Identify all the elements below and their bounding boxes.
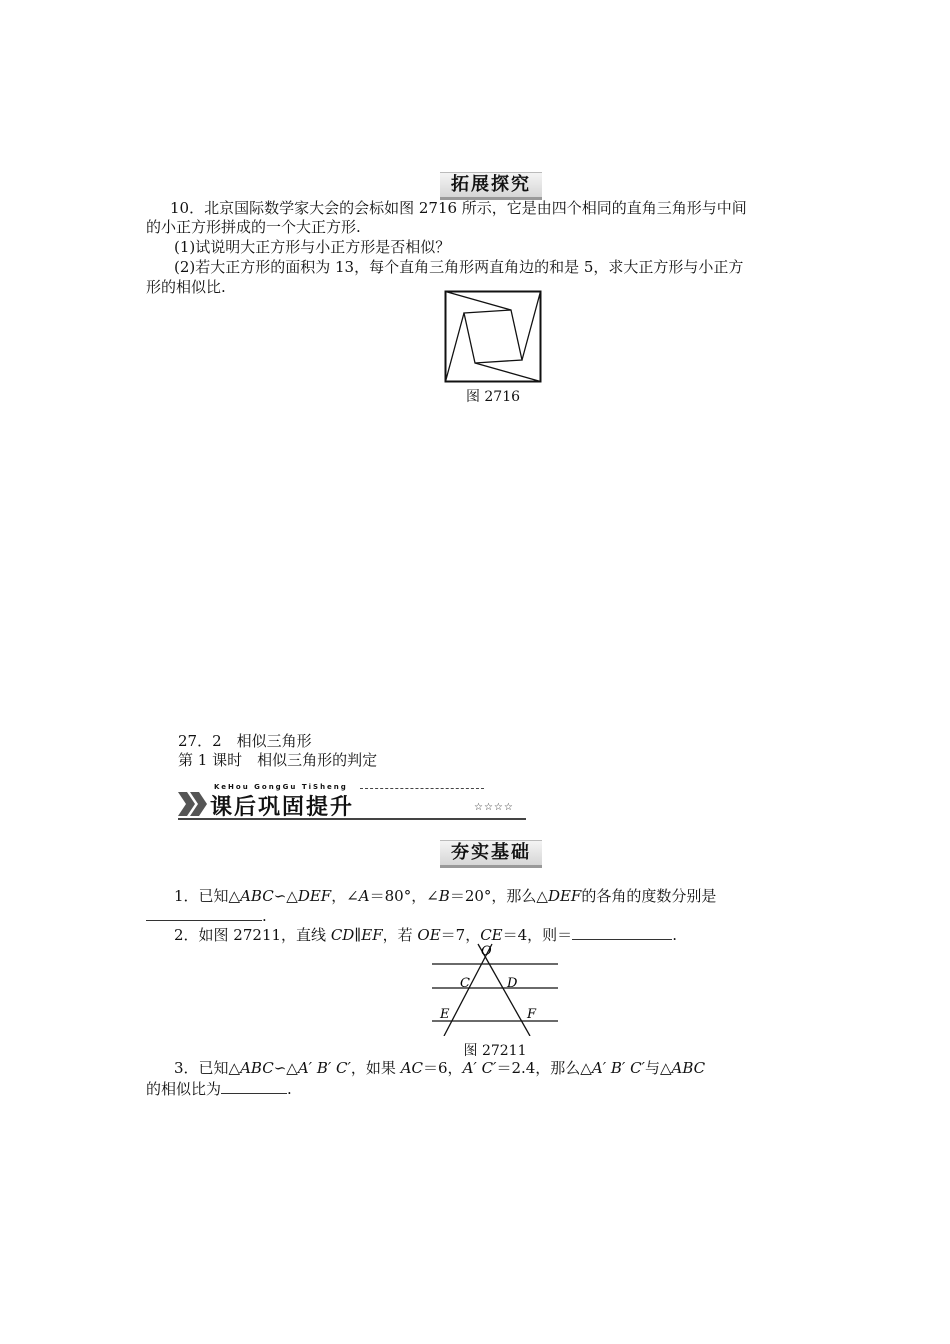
q1-mid2: ＝80°，∠	[369, 887, 439, 905]
q2-oe: OE	[417, 926, 441, 944]
q3-mid4: 与△	[644, 1059, 672, 1077]
q2-cd: CD	[330, 926, 355, 944]
q1-answer-blank[interactable]	[146, 905, 262, 921]
q3-line1	[174, 1058, 705, 1078]
q10-part1: (1)试说明大正方形与小正方形是否相似？	[174, 238, 451, 256]
header-dash-line	[360, 788, 484, 789]
q1-mid3: ＝20°，那么△	[449, 887, 548, 905]
q1-line2-end: .	[262, 907, 267, 925]
q10-line1: 10．北京国际数学家大会的会标如图 2716 所示，它是由四个相同的直角三角形与中间	[170, 199, 747, 217]
q3-end: .	[287, 1080, 292, 1098]
q1-b: B	[438, 887, 450, 905]
q2-ce: CE	[480, 926, 503, 944]
q3-answer-blank[interactable]	[221, 1078, 287, 1094]
lesson-subtitle: 第 1 课时 相似三角形的判定	[178, 751, 378, 769]
figure-2716-caption: 图 2716	[465, 389, 521, 405]
figure-2716	[444, 290, 542, 384]
q3-abc2: ABC	[671, 1059, 706, 1077]
q1-abc: ABC	[240, 887, 274, 905]
lesson-title: 27．2 相似三角形	[178, 732, 312, 750]
q3-a2: A′ C′	[462, 1059, 497, 1077]
triangle-hypotenuse-4	[446, 313, 465, 382]
triangle-hypotenuse-1	[446, 292, 512, 311]
q1-def: DEF	[297, 887, 332, 905]
triangle-hypotenuse-2	[522, 292, 541, 361]
q2-mid2: ＝7，	[440, 926, 481, 944]
q2-end: .	[672, 926, 677, 944]
q1-prefix: 1．已知△	[174, 887, 241, 905]
q10-part2-line2: 形的相似比.	[146, 278, 226, 296]
figure-27211	[428, 940, 562, 1036]
q3-line2-text: 的相似比为	[146, 1080, 222, 1098]
q3-mid1: ，如果	[350, 1059, 401, 1077]
q3-prefix: 3．已知△	[174, 1059, 241, 1077]
double-chevron-icon	[178, 790, 208, 818]
q2-mid3: ＝4，则＝	[502, 926, 573, 944]
q10-part2-line1: (2)若大正方形的面积为 13，每个直角三角形两直角边的和是 5，求大正方形与小正方	[174, 258, 744, 276]
q1-line2	[146, 905, 267, 926]
section-banner-extension: 拓展探究	[440, 172, 542, 200]
q3-ac: AC	[400, 1059, 424, 1077]
inner-square	[464, 310, 522, 363]
q3-a1: A′ B′ C′	[297, 1059, 351, 1077]
q3-mid3: ＝2.4，那么△	[496, 1059, 592, 1077]
q1-end: 的各角的度数分别是	[581, 887, 717, 905]
q1-a: A	[358, 887, 370, 905]
q2-prefix: 2．如图 27211，直线	[174, 926, 331, 944]
header-pinyin: KeHou GongGu TiSheng	[214, 783, 348, 791]
label-d: D	[507, 976, 518, 991]
q1-line1	[174, 886, 716, 906]
q2-parallel: ∥	[354, 926, 362, 944]
label-c: C	[460, 976, 470, 991]
q3-mid2: ＝6，	[423, 1059, 463, 1077]
q3-sim: ∽△	[273, 1059, 298, 1077]
q1-mid1: ，∠	[331, 887, 359, 905]
q3-a3: A′ B′ C′	[591, 1059, 645, 1077]
q2-mid1: ，若	[382, 926, 418, 944]
label-o: O	[481, 944, 492, 959]
section-banner-foundation: 夯实基础	[440, 840, 542, 868]
q1-def2: DEF	[547, 887, 582, 905]
q2-line	[174, 924, 677, 945]
triangle-hypotenuse-3	[475, 363, 541, 382]
header-underline	[178, 818, 526, 820]
figure-27211-caption: 图 27211	[463, 1043, 527, 1059]
q2-ef: EF	[361, 926, 383, 944]
header-title: 课后巩固提升	[210, 795, 355, 820]
q10-line2: 的小正方形拼成的一个大正方形.	[146, 218, 361, 236]
q3-line2	[146, 1078, 292, 1099]
label-e: E	[440, 1007, 450, 1022]
stars-rating: ☆☆☆☆	[474, 802, 514, 813]
q3-abc: ABC	[240, 1059, 274, 1077]
q2-answer-blank[interactable]	[572, 924, 672, 940]
q1-sim: ∽△	[273, 887, 298, 905]
label-f: F	[527, 1007, 537, 1022]
